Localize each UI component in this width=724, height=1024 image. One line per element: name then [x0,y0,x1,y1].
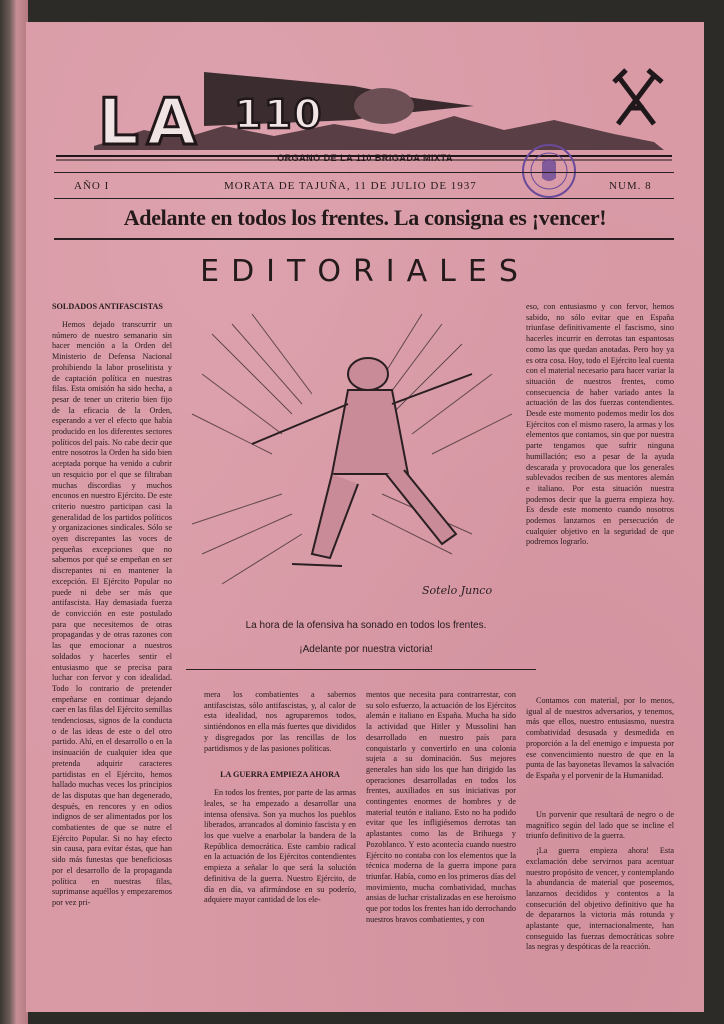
infobar-rule-top [54,172,674,173]
article-guerra-text-cont: mentos que necesita para contrarrestar, con su solo esfuerzo, la actuación de los Ejércitos alemán e italiano en España. Mucha ha sido la actividad que Hitler y Mussolini han desarrollado en nuestro país para conquistarlo y convertirlo en una colonia sujeta a su dominación. Sus mejores generales han sido los que han dirigido las operaciones desarrolladas en todos los frentes, auxiliados en sus iniciativas por contingentes enormes de hombres y de material teutón e italiano. Esto no ha podido evitar que les infligiésemos derrotas tan aplastantes como las de Brihuega y Pozoblanco. Y esto acontecía cuando nuestro Ejército no contaba con los elementos que la técnica moderna de la guerra impone para triunfar. Había, como en los primeros días del movimiento, mucha combatividad, muchas ansias de luchar cristalizadas en ese heroísmo que por todos los frentes han ido derrochando nuestros bravos combatientes, y con [366,690,516,924]
issue-year: AÑO I [74,180,110,192]
article-col4-p3: Un porvenir que resultará de negro o de magnífico según del lado que se incline el triunfo definitivo de la guerra. [526,810,674,841]
masthead-subtitle: ORGANO DE LA 110 BRIGADA MIXTA [277,153,453,163]
article-col3 [366,690,516,994]
newspaper-page [26,22,704,1012]
place-date: MORATA DE TAJUÑA, 11 DE JULIO DE 1937 [224,180,477,192]
article-col4-p2: Contamos con material, por lo menos, igual al de nuestros adversarios, y tenemos, más que ellos, nuestro entusiasmo, nuestra combatividad desusada y desmedida en proporción a la del enemigo e impuesta por ese convencimiento nuestro de que en la punta de las bayonetas llevamos la salvación de España y el porvenir de la Humanidad. [526,696,674,780]
caption-rule [186,669,536,670]
article-soldados-ending: mera los combatientes a sabernos antifascistas, sólo antifascistas, y, al calor de esta idealidad, nos agruparemos todos, sintiéndonos en ella más fuertes que divididos y disgregados por las rencillas de los partidismos y de las pasiones políticas. [204,690,356,753]
svg-text:LA: LA [98,86,205,160]
issue-info-bar [54,176,674,198]
article-body-text: Hemos dejado transcurrir un número de nuestro semanario sin hacer mención a la Orden del Ministerio de Defensa Nacional prohibiendo la labor proselitista y de captación política en nuestras filas. Esta omisión ha sido hecha, a pesar de tener un criterio bien fijo de la eficacia de la Orden, esperando a ver el efecto que había producido en los diferentes sectores políticos del país. No cabe decir que entre nosotros la Orden ha sido bien aceptada porque ha venido a cubrir un resquicio por el que se filtraban muchas discordias y muchos enconos en nuestro Ejército. De este criterio nuestro participan casi la generalidad de los partidos políticos y organizaciones sindicales. Sólo se oyen discrepantes las voces de pequeñas excepciones que no sabemos por qué se empeñan en ser discrepantes ni en mantener la excepción. El Ejército Popular no puede ni debe ser más que antifascista. Hay demasiada fuerza de convicción en este postulado para que necesitemos de otras propagandas y de otras razones con las que emocionar a nuestros soldados y hacerles sentir el entusiasmo que se precisa para luchar con fervor y con idealidad. Todo lo contrario de pretender empeñarse en continuar dejando caer en las filas del Ejército semillas tendenciosas, signos de la conducta o de las ideas de este o del otro partido. Ahí, en el desarrollo o en la insinuación de cualquier idea que pretenda adquirir caracteres partidistas en el Ejército, hemos hallado muchas veces los principios de las disputas que han degenerado, después, en rencores y en odios indignos de ser alimentados por los combatientes de que se nutre el Ejército Popular. Si no hay efecto sin causa, para evitar éstas, que han sido más funestas que beneficiosas por el desarrollo de la propaganda política en nuestras filas, suprimanse aquéllos y empezaremos por vez pri- [52,320,172,907]
illustration-signature: Sotelo Junco [422,584,493,597]
article-guerra-text: En todos los frentes, por parte de las armas leales, se ha empezado a desarrollar una intensa ofensiva. Son ya muchos los pueblos liberados, arrancados al dominio fascista y en los que vuelve a enarbolar la bandera de la República democrática. Este cambio radical en la actuación de los Ejércitos contendientes empieza a señalar lo que será la solución definitiva de la guerra. Nuestro Ejército, de día en día, va afirmándose en su poderío, adquiere mayor cantidad de los ele- [204,788,356,905]
svg-text:110: 110 [234,92,324,138]
article-col4 [526,302,674,980]
masthead-artwork [54,46,674,166]
section-title: EDITORIALES [200,254,530,289]
book-binding [0,0,28,1024]
soldiers-illustration [172,294,548,612]
main-headline: Adelante en todos los frentes. La consigna es ¡vencer! [123,205,607,230]
article-col4-p4: ¡La guerra empieza ahora! Esta exclamación debe servirnos para acentuar nuestro propósito de vencer, y contemplando la abundancia de material que poseemos, lanzarnos decididos y contentos a la consecución del objetivo definitivo que ha de depararnos la victoria más rotunda y aplastante que, internacionalmente, han conseguido las fuerzas democráticas sobre las negras y despóticas de la reacción. [526,846,674,952]
article-title-guerra: LA GUERRA EMPIEZA AHORA [220,770,340,780]
headline-rule [54,238,674,240]
article-soldados-col1 [52,302,172,1012]
article-title-soldados: SOLDADOS ANTIFASCISTAS [52,302,163,311]
infobar-rule-bottom [54,198,674,199]
masthead [54,46,674,166]
article-col2 [204,690,356,972]
illustration-caption-line1: La hora de la ofensiva ha sonado en todos los frentes. [245,620,487,631]
issue-number: NUM. 8 [609,180,652,192]
illustration-caption-line2: ¡Adelante por nuestra victoria! [299,644,433,655]
article-col4-top: eso, con entusiasmo y con fervor, hemos sabido, no sólo evitar que en España triunfase definitivamente el fascismo, sino hacerles incurrir en derrotas tan espantosas como las que quedan anotadas. Pero hoy ya es otra cosa. Hoy, todo el Ejército leal cuenta con el material necesario para hacer variar la situación de nuestros frentes, como consecuencia de haber variado antes la actuación de las dos fuerzas contendientes. Desde este momento podemos medir los dos Ejércitos con el mismo rasero, la armas y los elementos que contamos, sin que por nuestra parte tengamos que sufrir ninguna humillación; eso a pesar de la ayuda descarada y provocadora que los generales sublevados reciben de sus mentores alemán e italiano. Por esta situación nuestra podemos decir que la guerra empieza hoy. Es desde este momento cuando nosotros podemos lanzarnos en persecución de cualquier objetivo en la seguridad de que podremos lograrlo. [526,302,674,547]
